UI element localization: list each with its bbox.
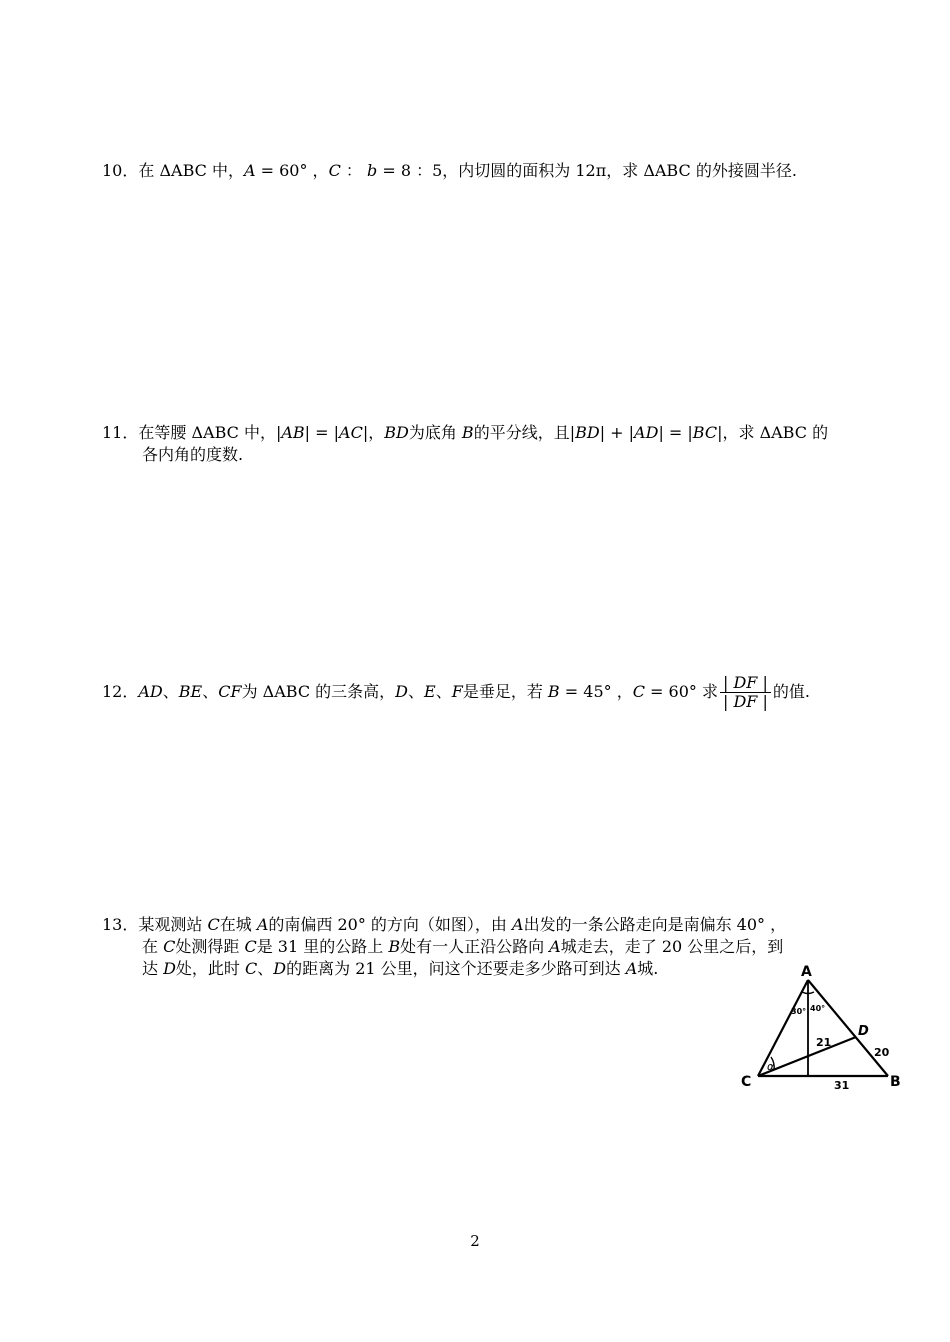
triangle-figure [738,962,908,1092]
problem-text: 为底角 [408,423,462,442]
math-var: C [163,937,176,956]
vertex-label-C: C [741,1074,752,1090]
problem-text: |， [362,423,385,442]
problem-12-line-1 [102,674,902,711]
math-var: E [424,682,436,701]
problem-text: 达 [142,959,164,978]
problem-13-line-2 [102,936,902,958]
math-var: B [547,682,560,701]
problem-text: 在等腰 ΔABC 中，| [138,423,282,442]
segment-AB [808,980,888,1076]
problem-10 [102,160,902,182]
math-var: B [461,423,474,442]
math-var: AC [339,423,363,442]
vertex-label-B: B [890,1074,901,1090]
problem-text: = 60° 求 [644,682,718,701]
problem-text: 、 [257,959,274,978]
vertex-label-A: A [801,964,812,980]
math-var: C [632,682,645,701]
problem-text: 城. [637,959,659,978]
problem-text: 、 [435,682,452,701]
math-var: F [451,682,463,701]
problem-number: 11． [102,423,139,442]
problem-text: 、 [408,682,425,701]
problem-text: 处，此时 [175,959,246,978]
math-var: AB [281,423,305,442]
problem-number: 13． [102,915,139,934]
problem-text: 处有一人正沿公路向 [400,937,550,956]
math-var: AD [138,682,163,701]
problem-text: 的南偏西 20° 的方向（如图），由 [268,915,512,934]
problem-13-line-1 [102,914,902,936]
math-var: C [244,937,257,956]
page-number: 2 [470,1232,480,1250]
problem-text: 处测得距 [175,937,245,956]
problem-11-line-2: 各内角的度数. [142,445,244,464]
problem-text: | = | [304,423,340,442]
math-var: C [328,161,341,180]
math-var: CF [218,682,242,701]
problem-12 [102,674,902,711]
math-var: A [549,937,561,956]
math-var: A [256,915,269,934]
fraction-numerator: | DF | [720,674,771,693]
problem-text: 城走去，走了 20 公里之后，到 [560,937,784,956]
problem-10-line-1 [102,160,902,182]
math-var: A [243,161,256,180]
vertex-label-D: D [858,1024,869,1039]
problem-text: = 45° ， [559,682,633,701]
problem-text: ： [340,161,367,180]
problem-text: 、 [202,682,219,701]
problem-text: 在城 [219,915,257,934]
problem-text: 的值. [772,682,810,701]
angle-label-alpha: α [767,1060,775,1073]
angle-label-30: 30° [791,1007,807,1016]
math-var: b [367,161,378,180]
problem-text: 出发的一条公路走向是南偏东 40° ， [523,915,787,934]
problem-text: 某观测站 [138,915,208,934]
math-var: A [625,959,638,978]
problem-text: 、 [162,682,179,701]
length-label-20: 20 [874,1046,890,1059]
problem-text: 在 ΔABC 中， [138,161,244,180]
math-var: A [512,915,524,934]
problem-text: | = | [658,423,693,442]
math-var: B [388,937,401,956]
math-var: D [273,959,287,978]
math-var: BE [178,682,203,701]
problem-text: 是垂足，若 [462,682,548,701]
math-var: C [207,915,220,934]
math-var: BD [384,423,409,442]
problem-text: 在 [142,937,164,956]
problem-text: 为 ΔABC 的三条高， [241,682,396,701]
problem-text: | + | [599,423,635,442]
math-var: AD [634,423,659,442]
problem-text: = 8 ：5，内切圆的面积为 12π，求 ΔABC 的外接圆半径. [377,161,797,180]
problem-text: 的平分线，且| [473,423,576,442]
problem-text: 是 31 里的公路上 [256,937,389,956]
problem-number: 10． [102,161,139,180]
segment-AC [758,980,808,1076]
problem-11 [102,422,902,466]
length-label-31: 31 [834,1079,850,1092]
math-var: D [395,682,408,701]
angle-label-40: 40° [810,1004,826,1013]
math-var: BC [692,423,718,442]
problem-text: = 60° ， [255,161,329,180]
math-var: C [245,959,258,978]
problem-11-line-1 [102,422,902,444]
problem-number: 12． [102,682,139,701]
problem-text: |，求 ΔABC 的 [717,423,829,442]
fraction-denominator: | DF | [723,692,768,711]
math-var: D [163,959,176,978]
fraction [720,674,771,711]
length-label-21: 21 [816,1036,832,1049]
problem-text: 的距离为 21 公里，问这个还要走多少路可到达 [286,959,626,978]
math-var: BD [575,423,600,442]
